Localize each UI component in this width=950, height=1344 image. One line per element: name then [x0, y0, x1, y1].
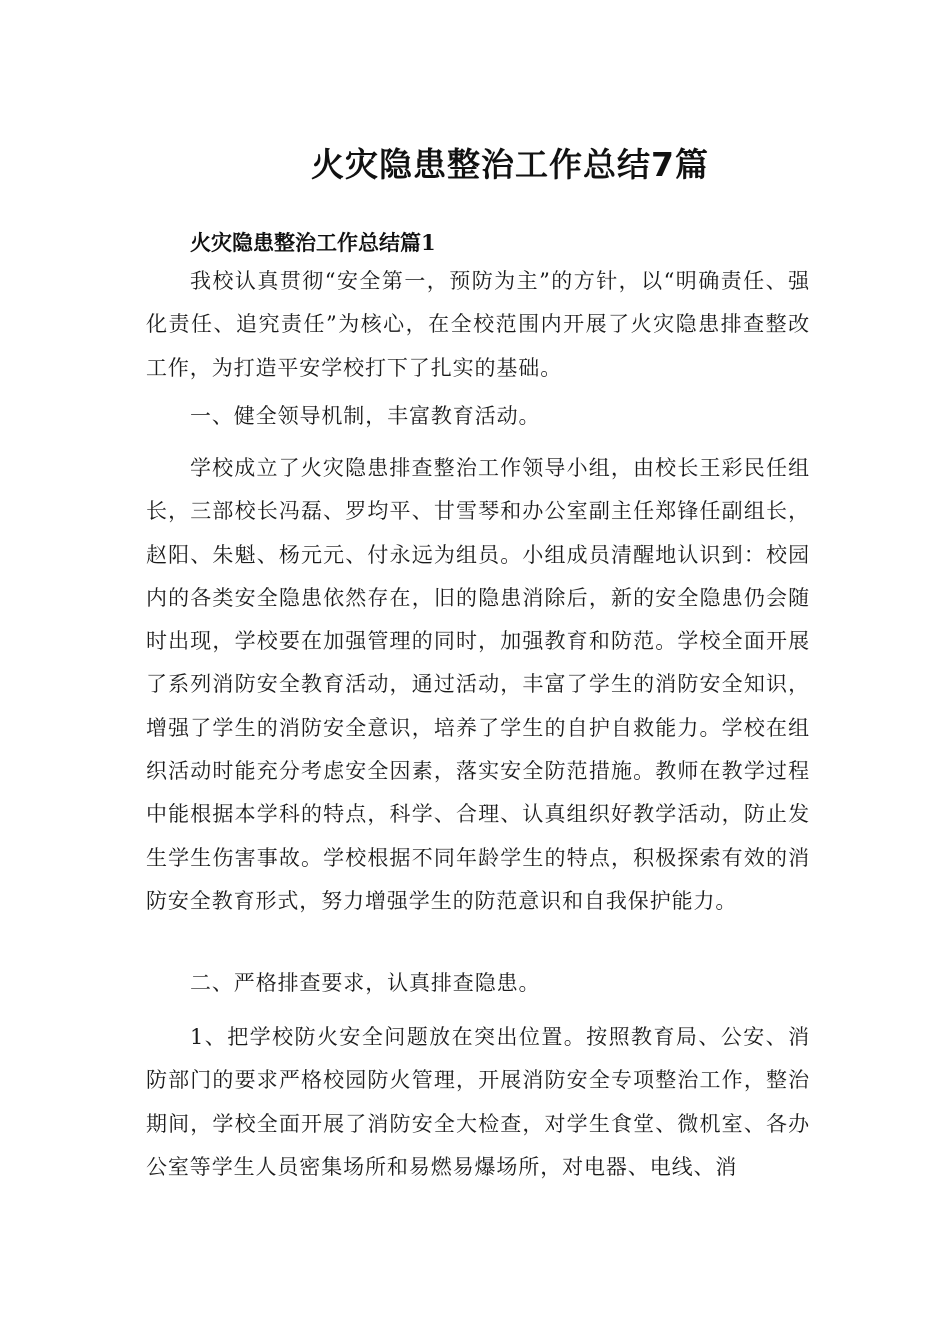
subheading-text: 二、严格排查要求，认真排查隐患。 — [190, 971, 541, 995]
paragraph-text: 1、把学校防火安全问题放在突出位置。按照教育局、公安、消防部门的要求严格校园防火管理，开展消防安全专项整治工作，整治期间，学校全面开展了消防安全大检查，对学生食堂、微机室、各办公室等学生人员密集场所和易燃易爆场所，对电器、电线、消 — [146, 1025, 810, 1179]
paragraph-intro — [146, 260, 810, 390]
document-title: 火灾隐患整治工作总结7篇 — [311, 145, 709, 184]
subheading-text: 一、健全领导机制，丰富教育活动。 — [190, 404, 541, 428]
paragraph-text: 我校认真贯彻“安全第一，预防为主”的方针，以“明确责任、强化责任、追究责任”为核心，在全校范围内开展了火灾隐患排查整改工作，为打造平安学校打下了扎实的基础。 — [146, 269, 810, 380]
paragraph-fire-safety — [146, 1016, 810, 1189]
paragraph-leadership — [146, 447, 810, 923]
paragraph-text: 学校成立了火灾隐患排查整治工作领导小组，由校长王彩民任组长，三部校长冯磊、罗均平、甘雪琴和办公室副主任郑锋任副组长，赵阳、朱魁、杨元元、付永远为组员。小组成员清醒地认识到：校园内的各类安全隐患依然存在，旧的隐患消除后，新的安全隐患仍会随时出现，学校要在加强管理的同时，加强教育和防范。学校全面开展了系列消防安全教育活动，通过活动，丰富了学生的消防安全知识，增强了学生的消防安全意识，培养了学生的自护自救能力。学校在组织活动时能充分考虑安全因素，落实安全防范措施。教师在教学过程中能根据本学科的特点，科学、合理、认真组织好教学活动，防止发生学生伤害事故。学校根据不同年龄学生的特点，积极探索有效的消防安全教育形式，努力增强学生的防范意识和自我保护能力。 — [146, 456, 810, 913]
subheading-inspection — [146, 962, 810, 1005]
section-heading: 火灾隐患整治工作总结篇1 — [190, 230, 436, 255]
subheading-leadership — [146, 395, 810, 438]
